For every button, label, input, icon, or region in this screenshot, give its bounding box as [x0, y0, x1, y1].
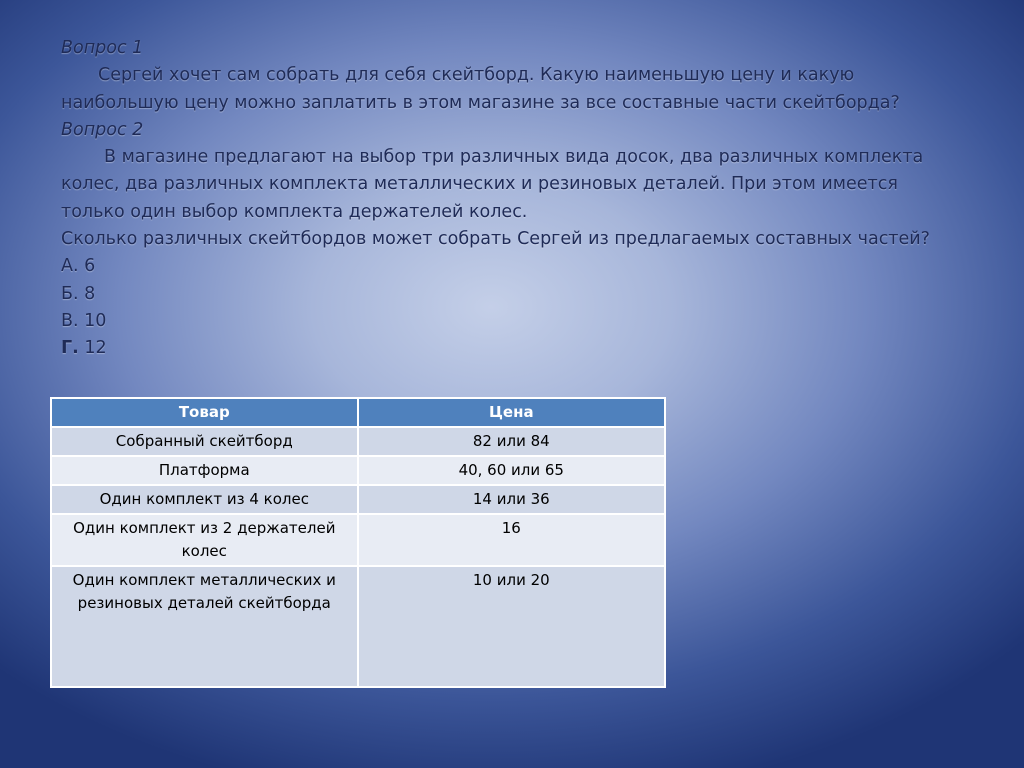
- price-cell: 14 или 36: [358, 485, 665, 514]
- answer-d: [61, 335, 961, 362]
- price-cell: 40, 60 или 65: [358, 456, 665, 485]
- price-cell: 16: [358, 514, 665, 566]
- answer-letter: Б.: [61, 283, 79, 304]
- answer-b: [61, 281, 961, 308]
- table-header-row: [51, 398, 665, 427]
- item-cell: Один комплект из 4 колес: [51, 485, 358, 514]
- question1-text-line1: Сергей хочет сам собрать для себя скейтборд. Какую наименьшую цену и какую: [98, 65, 855, 86]
- column-header-price: Цена: [358, 398, 665, 427]
- question2-title: Вопрос 2: [61, 119, 144, 140]
- item-cell-line: резиновых деталей скейтборда: [77, 594, 331, 612]
- price-cell: 82 или 84: [358, 427, 665, 456]
- column-header-item: Товар: [51, 398, 358, 427]
- table-row: [51, 485, 665, 514]
- table-row: [51, 427, 665, 456]
- table-row: [51, 456, 665, 485]
- table-row: [51, 514, 665, 566]
- table-row: [51, 566, 665, 687]
- answer-letter: В.: [61, 310, 79, 331]
- answer-c: [61, 308, 961, 335]
- answer-value: 10: [84, 310, 107, 331]
- item-cell: Собранный скейтборд: [51, 427, 358, 456]
- item-cell: Платформа: [51, 456, 358, 485]
- item-cell-line: Один комплект из 2 держателей: [73, 519, 336, 537]
- answer-value: 6: [84, 256, 96, 277]
- item-cell-line: колес: [181, 542, 227, 560]
- answer-a: [61, 253, 961, 280]
- question2-text-line3: только один выбор комплекта держателей колес.: [61, 201, 528, 222]
- item-cell: [51, 514, 358, 566]
- price-table: [50, 397, 666, 688]
- question2-text-line1: В магазине предлагают на выбор три различных вида досок, два различных комплекта: [104, 147, 924, 168]
- question2-text-line2: колес, два различных комплекта металлических и резиновых деталей. При этом имеется: [61, 174, 898, 195]
- item-cell-line: Один комплект металлических и: [72, 571, 336, 589]
- answer-letter: А.: [61, 256, 79, 277]
- answer-value: 12: [84, 338, 107, 359]
- answer-value: 8: [84, 283, 96, 304]
- item-cell: [51, 566, 358, 687]
- slide-text: [61, 35, 961, 363]
- answer-letter: Г.: [61, 338, 79, 359]
- question1-title: Вопрос 1: [61, 38, 144, 58]
- price-cell: 10 или 20: [358, 566, 665, 687]
- question2-text-line4: Сколько различных скейтбордов может собрать Сергей из предлагаемых составных частей?: [61, 229, 930, 250]
- question1-text-line2: наибольшую цену можно заплатить в этом магазине за все составные части скейтборда?: [61, 92, 900, 113]
